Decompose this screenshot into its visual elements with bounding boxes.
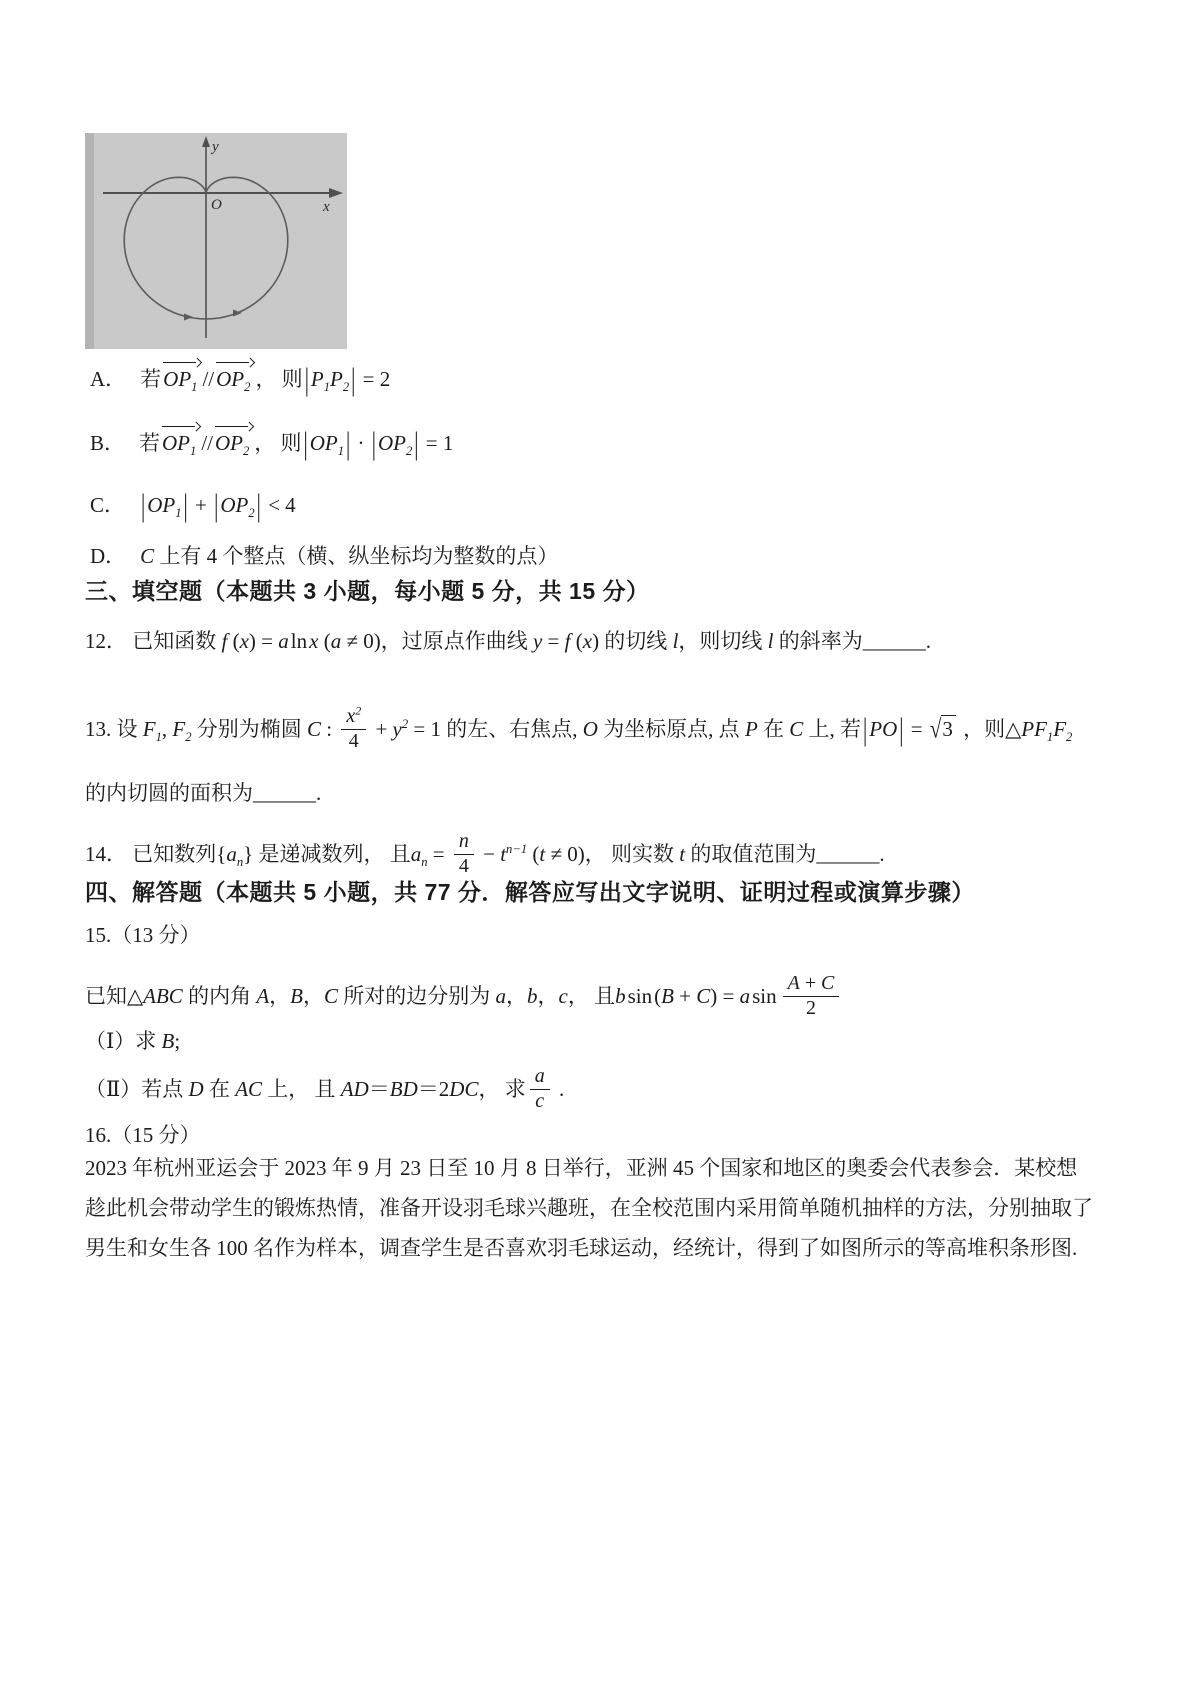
question-15-header: 15.（13 分） xyxy=(85,923,201,947)
question-14: 14． 已知数列$\{a_n\}$ 是递减数列， 且$a_n$ = $\frac{n}{4}$ − $t^{n-1}$ (t ≠ 0)， 则实数 t 的取值范围为______. xyxy=(85,830,885,877)
question-15-part2: （Ⅱ）若点 D 在 AC 上， 且 AD＝BD＝2DC， 求 $\frac{a}{c}$ . xyxy=(85,1065,565,1112)
question-16-header: 16.（15 分） xyxy=(85,1123,201,1147)
question-12: 12． 已知函数 f (x) = alnx (a ≠ 0)，过原点作曲线 y = f (x) 的切线 l，则切线 l 的斜率为______. xyxy=(85,629,931,653)
figure-scan-edge xyxy=(85,133,94,349)
figure-canvas xyxy=(85,133,347,349)
question-15-part1: （Ⅰ）求 B; xyxy=(85,1029,181,1053)
question-13-line1: 13. 设 $F_1$, $F_2$ 分别为椭圆 C : $\frac{x^2}{4}$ + $y^2 = 1$ 的左、右焦点, O 为坐标原点, 点 P 在 C 上, 若|PO| = √3 ，则$\triangle PF_1F_2$ xyxy=(85,703,1073,752)
option-d xyxy=(90,543,558,569)
question-13-line2: 的内切圆的面积为______. xyxy=(85,781,322,805)
question-16-text-line2: 趁此机会带动学生的锻炼热情，准备开设羽毛球兴趣班，在全校范围内采用简单随机抽样的方法，分别抽取了 xyxy=(85,1196,1093,1220)
origin-label: O xyxy=(211,197,222,213)
section4-header: 四、解答题（本题共 5 小题，共 77 分．解答应写出文字说明、证明过程或演算步骤） xyxy=(85,879,975,905)
option-a xyxy=(90,358,391,397)
option-b-label: B． xyxy=(90,431,126,455)
option-a-text: 若$OP_1$ $//OP_2$ ， 则$|P_1P_2| = 2$ xyxy=(140,367,390,391)
section3-header: 三、填空题（本题共 3 小题，每小题 5 分，共 15 分） xyxy=(85,578,650,604)
x-axis-label: x xyxy=(323,199,330,215)
option-d-text: C 上有 4 个整点（横、纵坐标均为整数的点） xyxy=(140,544,559,568)
option-d-label: D． xyxy=(90,544,127,568)
y-axis-label: y xyxy=(212,139,219,155)
option-c xyxy=(90,486,296,523)
option-a-label: A． xyxy=(90,367,127,391)
question-16-text-line1: 2023 年杭州亚运会于 2023 年 9 月 23 日至 10 月 8 日举行，亚洲 45 个国家和地区的奥委会代表参会．某校想 xyxy=(85,1156,1078,1180)
option-c-text: $|OP_1| + |OP_2| < 4$ xyxy=(141,486,296,523)
question-figure xyxy=(85,133,347,354)
question-16-text-line3: 男生和女生各 100 名作为样本，调查学生是否喜欢羽毛球运动，经统计，得到了如图所示的等高堆积条形图. xyxy=(85,1236,1078,1260)
option-c-label: C． xyxy=(90,493,126,517)
option-b xyxy=(90,422,454,461)
question-15-given: 已知△ABC 的内角 A，B，C 所对的边分别为 a，b，c， 且bsin(B + C) = asin $\frac{A + C}{2}$ xyxy=(85,975,843,1021)
option-b-text: 若$OP_1$ $//OP_2$ ， 则$|OP_1| \cdot |OP_2| = 1$ xyxy=(139,431,453,455)
